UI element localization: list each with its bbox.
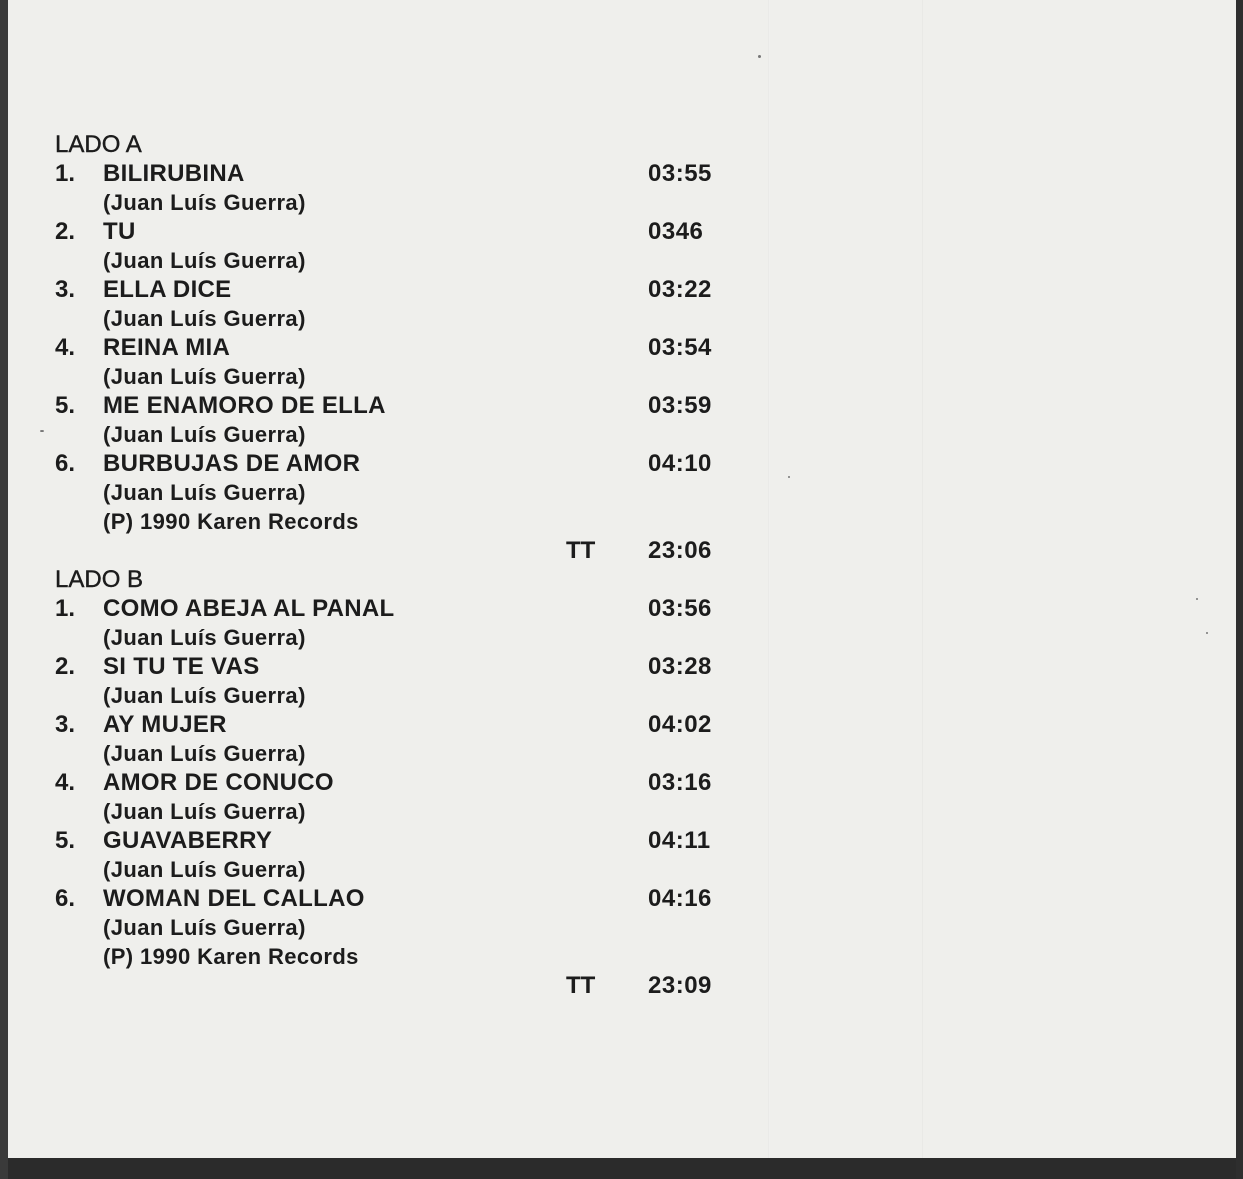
track-title: AMOR DE CONUCO (103, 769, 334, 796)
track-title: ME ENAMORO DE ELLA (103, 392, 386, 419)
track-duration: 03:59 (648, 392, 712, 419)
paper-speck (1206, 632, 1208, 634)
track-composer: (Juan Luís Guerra) (103, 306, 306, 331)
track-row (55, 710, 755, 739)
tracklist (55, 130, 755, 1000)
track-row (55, 594, 755, 623)
track-number: 4. (55, 334, 76, 361)
scan-border-right (1236, 0, 1243, 1179)
track-duration: 03:28 (648, 653, 712, 680)
track-title: BURBUJAS DE AMOR (103, 450, 361, 477)
track-duration: 03:16 (648, 769, 712, 796)
track-title: REINA MIA (103, 334, 231, 361)
track-number: 4. (55, 769, 76, 796)
track-duration: 0346 (648, 218, 704, 245)
track-number: 1. (55, 595, 76, 622)
composer-row (55, 246, 755, 275)
track-duration: 03:56 (648, 595, 712, 622)
side-b-heading (55, 565, 755, 594)
track-row (55, 159, 755, 188)
composer-row (55, 913, 755, 942)
track-composer: (Juan Luís Guerra) (103, 480, 306, 505)
track-composer: (Juan Luís Guerra) (103, 248, 306, 273)
fold-line (768, 0, 770, 1158)
track-duration: 04:16 (648, 885, 712, 912)
side-a-heading (55, 130, 755, 159)
track-composer: (Juan Luís Guerra) (103, 625, 306, 650)
track-duration: 03:22 (648, 276, 712, 303)
track-number: 3. (55, 276, 76, 303)
side-label: LADO A (55, 131, 142, 158)
copyright-notice: (P) 1990 Karen Records (103, 944, 359, 969)
composer-row (55, 420, 755, 449)
composer-row (55, 681, 755, 710)
track-composer: (Juan Luís Guerra) (103, 857, 306, 882)
total-duration: 23:09 (648, 972, 712, 999)
track-row (55, 275, 755, 304)
track-number: 6. (55, 450, 76, 477)
track-row (55, 768, 755, 797)
composer-row (55, 855, 755, 884)
track-composer: (Juan Luís Guerra) (103, 190, 306, 215)
track-row (55, 333, 755, 362)
track-composer: (Juan Luís Guerra) (103, 683, 306, 708)
copyright-row (55, 507, 755, 536)
track-duration: 03:55 (648, 160, 712, 187)
track-row (55, 449, 755, 478)
track-row (55, 826, 755, 855)
total-label: TT (566, 537, 596, 564)
track-row (55, 652, 755, 681)
paper-speck (1196, 598, 1198, 600)
track-row (55, 884, 755, 913)
track-title: WOMAN DEL CALLAO (103, 885, 365, 912)
track-number: 2. (55, 653, 76, 680)
total-row (55, 536, 755, 565)
track-title: GUAVABERRY (103, 827, 273, 854)
composer-row (55, 478, 755, 507)
track-title: COMO ABEJA AL PANAL (103, 595, 395, 622)
track-composer: (Juan Luís Guerra) (103, 741, 306, 766)
total-label: TT (566, 972, 596, 999)
track-number: 5. (55, 827, 76, 854)
cassette-insert-card (8, 0, 1236, 1158)
composer-row (55, 739, 755, 768)
composer-row (55, 623, 755, 652)
composer-row (55, 304, 755, 333)
track-duration: 04:10 (648, 450, 712, 477)
track-number: 3. (55, 711, 76, 738)
track-title: SI TU TE VAS (103, 653, 260, 680)
track-composer: (Juan Luís Guerra) (103, 364, 306, 389)
copyright-row (55, 942, 755, 971)
track-row (55, 391, 755, 420)
track-title: TU (103, 218, 136, 245)
composer-row (55, 362, 755, 391)
paper-speck (788, 476, 790, 478)
track-row (55, 217, 755, 246)
track-number: 5. (55, 392, 76, 419)
total-duration: 23:06 (648, 537, 712, 564)
paper-speck (40, 430, 44, 432)
track-number: 1. (55, 160, 76, 187)
track-composer: (Juan Luís Guerra) (103, 915, 306, 940)
track-composer: (Juan Luís Guerra) (103, 799, 306, 824)
track-duration: 04:02 (648, 711, 712, 738)
track-number: 2. (55, 218, 76, 245)
total-row (55, 971, 755, 1000)
scan-border-left (0, 0, 8, 1179)
track-title: AY MUJER (103, 711, 227, 738)
track-number: 6. (55, 885, 76, 912)
copyright-notice: (P) 1990 Karen Records (103, 509, 359, 534)
composer-row (55, 797, 755, 826)
side-label: LADO B (55, 566, 144, 593)
track-title: ELLA DICE (103, 276, 232, 303)
track-duration: 03:54 (648, 334, 712, 361)
track-title: BILIRUBINA (103, 160, 245, 187)
composer-row (55, 188, 755, 217)
paper-speck (758, 55, 761, 58)
fold-line-secondary (922, 0, 923, 1158)
track-composer: (Juan Luís Guerra) (103, 422, 306, 447)
track-duration: 04:11 (648, 827, 711, 854)
